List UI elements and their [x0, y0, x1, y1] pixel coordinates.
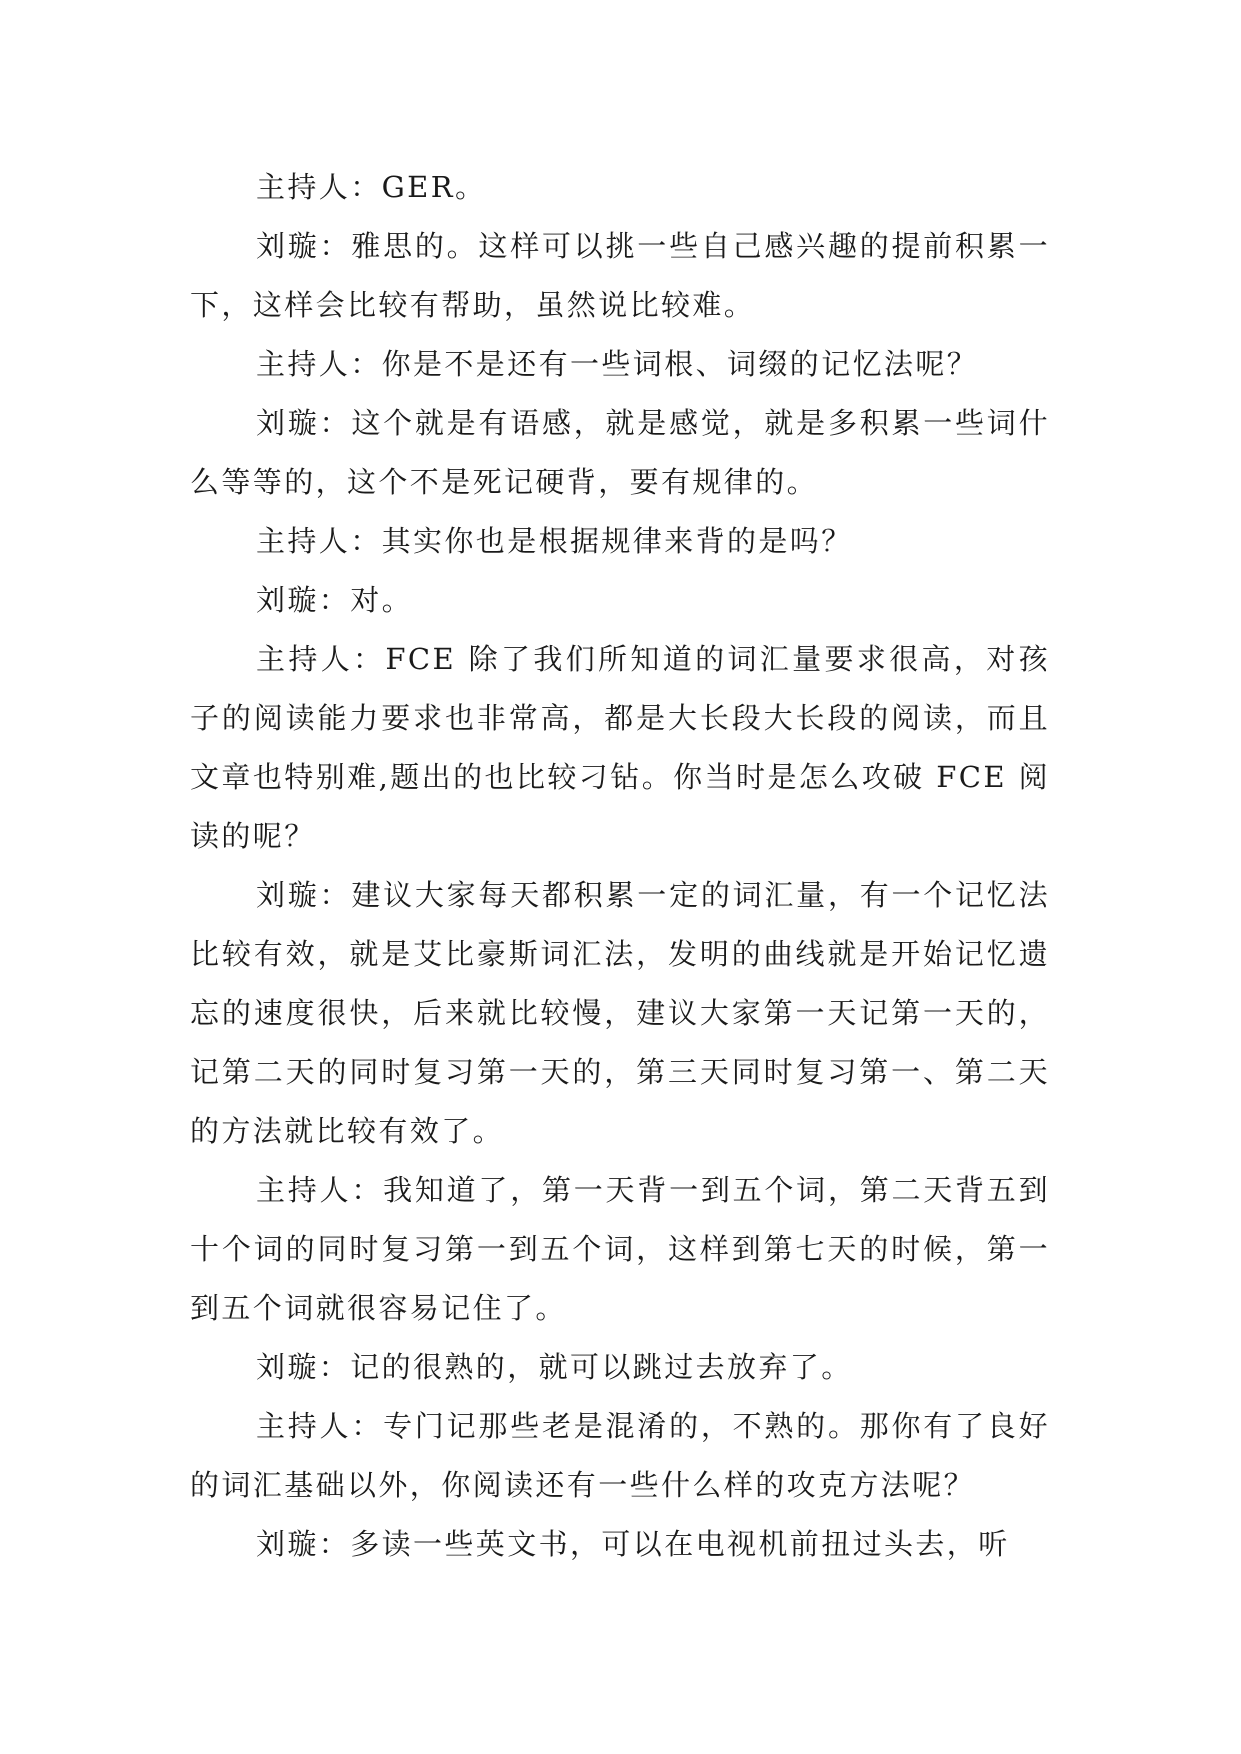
paragraph-liuxuan-memory-method: 刘璇：建议大家每天都积累一定的词汇量，有一个记忆法比较有效，就是艾比豪斯词汇法，发明的曲线就是开始记忆遗忘的速度很快，后来就比较慢，建议大家第一天记第一天的，记第二天的同时复习第一天的，第三天同时复习第一、第二天的方法就比较有效了。: [190, 878, 1050, 1148]
paragraph-host-fce-reading: 主持人：FCE 除了我们所知道的词汇量要求很高，对孩子的阅读能力要求也非常高，都是大长段大长段的阅读，而且文章也特别难,题出的也比较刁钻。你当时是怎么攻破 FCE 阅读的呢？: [190, 642, 1050, 853]
paragraph-host-roots-affixes: 主持人：你是不是还有一些词根、词缀的记忆法呢？: [256, 347, 979, 381]
paragraph-liuxuan-english-books: 刘璇：多读一些英文书，可以在电视机前扭过头去，听: [256, 1527, 1010, 1561]
paragraph-liuxuan-ielts: 刘璇：雅思的。这样可以挑一些自己感兴趣的提前积累一下，这样会比较有帮助，虽然说比较难。: [190, 229, 1050, 322]
paragraph-liuxuan-skip: 刘璇：记的很熟的，就可以跳过去放弃了。: [256, 1350, 853, 1384]
paragraph-host-ger: 主持人：GER。: [256, 170, 487, 204]
paragraph-host-five-words: 主持人：我知道了，第一天背一到五个词，第二天背五到十个词的同时复习第一到五个词，这样到第七天的时候，第一到五个词就很容易记住了。: [190, 1173, 1050, 1325]
paragraph-host-reading-methods: 主持人：专门记那些老是混淆的，不熟的。那你有了良好的词汇基础以外，你阅读还有一些什么样的攻克方法呢？: [190, 1409, 1050, 1502]
document-body: [190, 158, 1050, 1574]
paragraph-liuxuan-yes: 刘璇：对。: [256, 583, 414, 617]
paragraph-liuxuan-language-sense: 刘璇：这个就是有语感，就是感觉，就是多积累一些词什么等等的，这个不是死记硬背，要有规律的。: [190, 406, 1050, 499]
paragraph-host-rules: 主持人：其实你也是根据规律来背的是吗？: [256, 524, 853, 558]
